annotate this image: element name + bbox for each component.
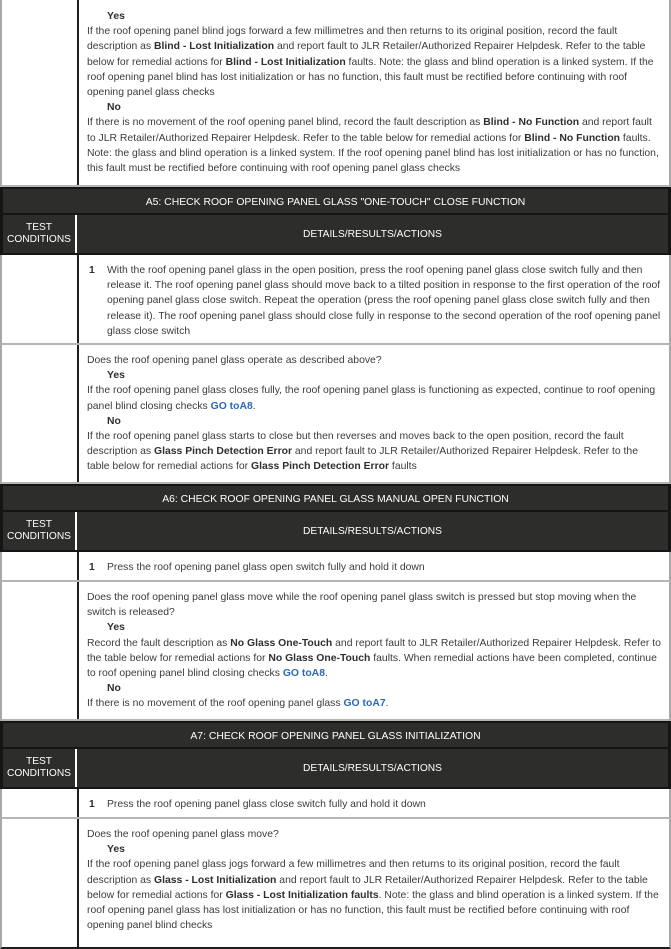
test-conditions-cell [2,345,79,482]
result-row [0,345,671,484]
step-item [87,797,663,812]
question-text: Does the roof opening panel glass operate as described above? [87,355,382,366]
yes-result-text: If the roof opening panel glass jogs forward a few millimetres and then returns to its original position, record the fault description as Glass - Lost Initialization and report fault to JLR Retailer/Authorized Repairer Helpdesk. Refer to the table below for remedial actions for Glass - Lost Initialization faults. Note: the glass and blind operation is a linked system. If the roof opening panel glass has lost initialization or has no function, this fault must be rectified before continuing with roof opening panel blind checks [87,859,659,932]
details-cell [79,0,669,185]
step-item [87,560,663,575]
step-item [87,263,663,339]
yes-result-text: If the roof opening panel blind jogs forward a few millimetres and then returns to its original position, record the fault description as Blind - Lost Initialization and report fault to JLR Retailer/Authorized Repairer Helpdesk. Refer to the table below for remedial actions for Blind - Lost Initialization faults. Note: the glass and blind operation is a linked system. If the roof opening panel blind has lost initialization or has no function, this fault must be rectified before continuing with roof opening panel glass checks [87,26,654,99]
fault-description-emphasis: Blind - No Function [483,117,580,129]
details-cell [79,789,669,817]
details-cell [79,552,669,580]
fault-description-emphasis: Blind - Lost Initialization [225,56,346,68]
fault-description-emphasis: No Glass One-Touch [230,637,333,649]
table-header-row [0,749,671,789]
yes-result-text: Record the fault description as No Glass One-Touch and report fault to JLR Retailer/Authorized Repairer Helpdesk. Refer to the table below for remedial actions for No Glass One-Touch faults. When remedial actions have been completed, continue to roof opening panel blind closing checks GO toA8. [87,637,661,680]
yes-result-text: If the roof opening panel glass closes fully, the roof opening panel glass is functioning as expected, continue to roof opening panel blind closing checks GO toA8. [87,385,656,412]
fault-description-emphasis: Blind - Lost Initialization [154,41,275,53]
details-cell [79,582,669,719]
no-label: No [107,415,121,427]
test-conditions-cell [2,255,79,343]
fault-description-emphasis: Glass - Lost Initialization faults [225,889,379,901]
question-text: Does the roof opening panel glass move? [87,829,279,840]
fault-description-emphasis: No Glass One-Touch [268,652,371,664]
step-text: Press the roof opening panel glass open switch fully and hold it down [107,562,425,573]
header-test-conditions: TEST CONDITIONS [3,512,77,550]
fault-description-emphasis: Glass Pinch Detection Error [251,461,390,473]
no-label: No [107,683,121,695]
section-title: A6: CHECK ROOF OPENING PANEL GLASS MANUAL OPEN FUNCTION [0,484,671,512]
test-conditions-cell [2,582,79,719]
step-text: Press the roof opening panel glass close switch fully and hold it down [107,799,426,810]
section-title: A5: CHECK ROOF OPENING PANEL GLASS "ONE-TOUCH" CLOSE FUNCTION [0,187,671,215]
fault-description-emphasis: Glass - Lost Initialization [154,874,277,886]
result-row [0,819,671,949]
test-conditions-cell [2,0,79,185]
test-conditions-cell [2,789,79,817]
fault-description-emphasis: Glass Pinch Detection Error [154,446,293,458]
table-header-row [0,512,671,552]
question-text: Does the roof opening panel glass move while the roof opening panel glass switch is pressed but stop moving when the switch is released? [87,592,637,619]
yes-label: Yes [107,11,125,22]
yes-label: Yes [107,370,125,382]
section-a5 [0,187,671,484]
result-row-a4-continued [0,0,671,187]
fault-description-emphasis: Blind - No Function [524,132,621,144]
header-test-conditions: TEST CONDITIONS [3,749,77,787]
step-number: 1 [89,562,95,573]
goto-link[interactable]: GO toA8 [282,668,325,680]
step-number: 1 [89,265,95,276]
details-cell [79,819,669,947]
goto-link[interactable]: GO toA8 [210,400,253,412]
step-row [0,789,671,819]
no-result-text: If there is no movement of the roof opening panel glass GO toA7. [87,698,389,710]
header-details: DETAILS/RESULTS/ACTIONS [303,525,442,537]
result-row [0,582,671,721]
goto-link[interactable]: GO toA7 [343,698,386,710]
table-header-row [0,215,671,255]
step-number: 1 [89,799,95,810]
yes-label: Yes [107,844,125,856]
header-details: DETAILS/RESULTS/ACTIONS [303,228,442,240]
section-title: A7: CHECK ROOF OPENING PANEL GLASS INITIALIZATION [0,721,671,749]
step-row [0,255,671,345]
step-text: With the roof opening panel glass in the open position, press the roof opening panel glass close switch fully and then release it. The roof opening panel glass should move back to a tilted position in response to the first operation of the roof opening panel glass close switch. Repeat the operation (press the roof opening panel glass close switch fully and then release it). The roof opening panel glass should close fully in response to the second operation of the roof opening panel glass close switch [107,265,661,337]
header-details: DETAILS/RESULTS/ACTIONS [303,762,442,774]
section-a7 [0,721,671,949]
no-label: No [107,102,121,114]
test-conditions-cell [2,819,79,947]
no-result-text: If there is no movement of the roof opening panel blind, record the fault description as Blind - No Function and report fault to JLR Retailer/Authorized Repairer Helpdesk. Refer to the table below for remedial actions for Blind - No Function faults. Note: the glass and blind operation is a linked system. If the roof opening panel blind has lost initialization or has no function, this fault must be rectified before continuing with roof opening panel glass checks [87,117,659,175]
details-cell [79,345,669,482]
section-a6 [0,484,671,721]
no-result-text: If the roof opening panel glass starts to close but then reverses and moves back to the open position, record the fault description as Glass Pinch Detection Error and report fault to JLR Retailer/Authorized Repairer Helpdesk. Refer to the table below for remedial actions for Glass Pinch Detection Error faults [87,431,638,473]
test-conditions-cell [2,552,79,580]
header-test-conditions: TEST CONDITIONS [3,215,77,253]
yes-label: Yes [107,622,125,634]
details-cell [79,255,669,343]
step-row [0,552,671,582]
